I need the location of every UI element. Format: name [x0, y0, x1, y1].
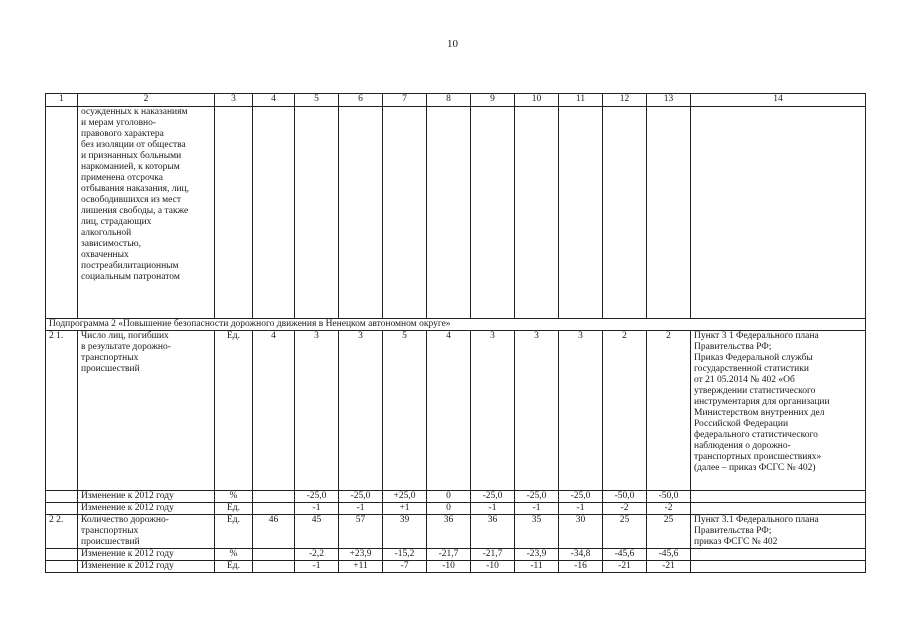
subprogram-row — [46, 319, 866, 331]
change-value: -21 — [603, 561, 647, 573]
change-value: -15,2 — [383, 549, 427, 561]
indicator-value: 39 — [383, 515, 427, 549]
subprogram-title: Подпрограмма 2 «Повышение безопасности дорожного движения в Ненецком автономном округе» — [46, 319, 866, 331]
change-value: -7 — [383, 561, 427, 573]
change-value: -50,0 — [603, 491, 647, 503]
change-value — [253, 491, 295, 503]
column-number-13: 13 — [647, 94, 691, 107]
change-value: -21 — [647, 561, 691, 573]
change-row — [46, 549, 866, 561]
change-value — [253, 549, 295, 561]
indicator-value: 3 — [295, 331, 339, 491]
change-unit: % — [215, 491, 253, 503]
continuation-num-cell — [46, 107, 78, 319]
change-value: +25,0 — [383, 491, 427, 503]
indicator-value: 2 — [647, 331, 691, 491]
change-value: -23,9 — [515, 549, 559, 561]
change-value: -25,0 — [339, 491, 383, 503]
change-value: -2 — [647, 503, 691, 515]
indicator-value: 4 — [253, 331, 295, 491]
column-number-7: 7 — [383, 94, 427, 107]
indicator-value: 3 — [559, 331, 603, 491]
change-value: 0 — [427, 503, 471, 515]
continuation-row — [46, 107, 866, 319]
indicator-value: 36 — [427, 515, 471, 549]
change-unit: % — [215, 549, 253, 561]
indicator-value: 5 — [383, 331, 427, 491]
column-number-14: 14 — [691, 94, 866, 107]
change-value: -21,7 — [471, 549, 515, 561]
change-value: -25,0 — [471, 491, 515, 503]
column-number-12: 12 — [603, 94, 647, 107]
indicator-row — [46, 331, 866, 491]
change-value: +11 — [339, 561, 383, 573]
change-unit: Ед. — [215, 561, 253, 573]
indicator-table — [45, 93, 866, 573]
indicator-value: 4 — [427, 331, 471, 491]
change-value: -45,6 — [603, 549, 647, 561]
change-row — [46, 503, 866, 515]
change-value: -25,0 — [515, 491, 559, 503]
indicator-unit: Ед. — [215, 515, 253, 549]
continuation-text: осужденных к наказаниям и мерам уголовно- правового характера без изоляции от общества и признанных больными наркоманией, к которым применена отсрочка отбывания наказания, лиц, освободившихся из мест лишения свободы, а также лиц, страдающих алкогольной зависимостью, охваченных постреабилитационным социальным патронатом — [78, 107, 215, 319]
change-value: -21,7 — [427, 549, 471, 561]
change-source-cell — [691, 503, 866, 515]
change-label: Изменение к 2012 году — [78, 503, 215, 515]
indicator-source: Пункт 3.1 Федерального плана Правительства РФ; приказ ФСГС № 402 — [691, 515, 866, 549]
change-row — [46, 491, 866, 503]
indicator-source: Пункт 3 1 Федерального плана Правительства РФ; Приказ Федеральной службы государственной статистики от 21 05.2014 № 402 «Об утверждении статистического инструментария для организации Министерством внутренних дел Российской Федерации федерального статистического наблюдения о дорожно- транспортных происшествиях» (далее – приказ ФСГС № 402) — [691, 331, 866, 491]
indicator-value: 35 — [515, 515, 559, 549]
change-value: -50,0 — [647, 491, 691, 503]
indicator-value: 36 — [471, 515, 515, 549]
change-value — [253, 503, 295, 515]
column-number-row — [46, 94, 866, 107]
change-value: -1 — [471, 503, 515, 515]
change-row — [46, 561, 866, 573]
change-value — [253, 561, 295, 573]
change-value: -34,8 — [559, 549, 603, 561]
change-value: 0 — [427, 491, 471, 503]
change-label: Изменение к 2012 году — [78, 491, 215, 503]
change-source-cell — [691, 561, 866, 573]
change-value: +1 — [383, 503, 427, 515]
change-value: -1 — [295, 503, 339, 515]
indicator-value: 2 — [603, 331, 647, 491]
change-value: -2 — [603, 503, 647, 515]
change-value: -10 — [471, 561, 515, 573]
column-number-10: 10 — [515, 94, 559, 107]
indicator-name: Количество дорожно- транспортных происшествий — [78, 515, 215, 549]
change-value: -1 — [295, 561, 339, 573]
change-value: -16 — [559, 561, 603, 573]
change-value: -2,2 — [295, 549, 339, 561]
column-number-5: 5 — [295, 94, 339, 107]
change-value: -45,6 — [647, 549, 691, 561]
indicator-unit: Ед. — [215, 331, 253, 491]
indicator-value: 46 — [253, 515, 295, 549]
column-number-4: 4 — [253, 94, 295, 107]
indicator-name: Число лиц, погибших в результате дорожно- транспортных происшествий — [78, 331, 215, 491]
change-source-cell — [691, 549, 866, 561]
column-number-2: 2 — [78, 94, 215, 107]
change-num-cell — [46, 561, 78, 573]
column-number-3: 3 — [215, 94, 253, 107]
column-number-9: 9 — [471, 94, 515, 107]
column-number-6: 6 — [339, 94, 383, 107]
change-value: -25,0 — [559, 491, 603, 503]
column-number-11: 11 — [559, 94, 603, 107]
indicator-value: 3 — [339, 331, 383, 491]
indicator-value: 30 — [559, 515, 603, 549]
indicator-value: 57 — [339, 515, 383, 549]
indicator-number: 2 2. — [46, 515, 78, 549]
column-number-1: 1 — [46, 94, 78, 107]
column-number-8: 8 — [427, 94, 471, 107]
change-value: -10 — [427, 561, 471, 573]
indicator-value: 25 — [603, 515, 647, 549]
change-value: -1 — [515, 503, 559, 515]
indicator-value: 25 — [647, 515, 691, 549]
change-value: -1 — [339, 503, 383, 515]
indicator-number: 2 1. — [46, 331, 78, 491]
change-value: +23,9 — [339, 549, 383, 561]
indicator-value: 3 — [471, 331, 515, 491]
change-value: -25,0 — [295, 491, 339, 503]
page-number: 10 — [447, 38, 458, 50]
change-num-cell — [46, 549, 78, 561]
change-label: Изменение к 2012 году — [78, 561, 215, 573]
indicator-value: 45 — [295, 515, 339, 549]
change-num-cell — [46, 503, 78, 515]
change-value: -11 — [515, 561, 559, 573]
indicator-value: 3 — [515, 331, 559, 491]
change-label: Изменение к 2012 году — [78, 549, 215, 561]
change-source-cell — [691, 491, 866, 503]
indicator-row — [46, 515, 866, 549]
change-value: -1 — [559, 503, 603, 515]
change-num-cell — [46, 491, 78, 503]
change-unit: Ед. — [215, 503, 253, 515]
